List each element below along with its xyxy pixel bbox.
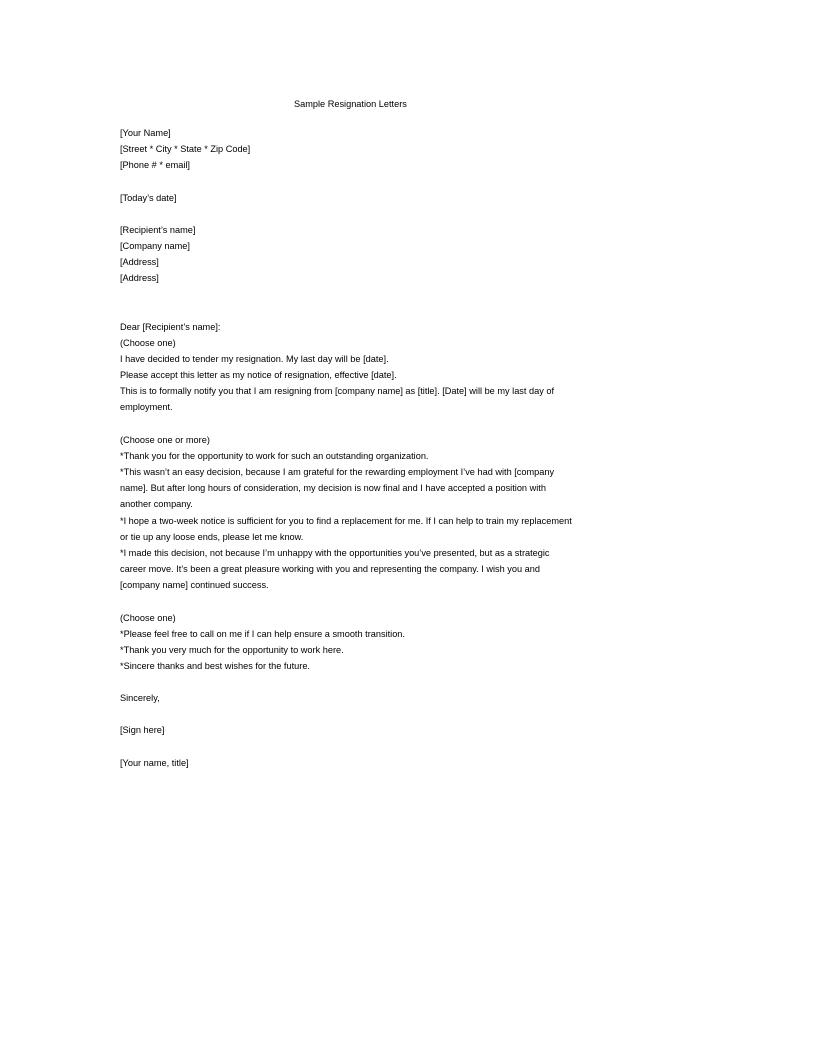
closing-choice-block [120,610,600,675]
middle-line: or tie up any loose ends, please let me know. [120,531,304,542]
choice-instruction: (Choose one) [120,337,176,348]
recipient-name: [Recipient’s name] [120,224,196,235]
recipient-address-line: [Address] [120,257,159,268]
salutation: Dear [Recipient’s name]: [120,321,221,332]
middle-block [120,432,600,594]
middle-line: *Thank you for the opportunity to work for such an outstanding organization. [120,450,429,461]
closing-line: *Please feel free to call on me if I can help ensure a smooth transition. [120,628,405,639]
signoff-block [120,690,600,706]
date-block [120,190,600,206]
sender-address: [Street * City * State * Zip Code] [120,144,251,155]
middle-line: name]. But after long hours of consideration, my decision is now final and I have accepted a position with [120,483,546,494]
choice-instruction: (Choose one) [120,612,176,623]
sender-name: [Your Name] [120,128,171,138]
sender-contact: [Phone # * email] [120,160,190,171]
recipient-block [120,222,600,287]
letter-date: [Today’s date] [120,192,177,203]
closing-line: *Sincere thanks and best wishes for the future. [120,661,310,672]
signer-block [120,755,600,771]
signature-placeholder: [Sign here] [120,725,165,736]
middle-line: *I made this decision, not because I’m unhappy with the opportunities you’ve presented, but as a strategic [120,547,550,558]
document-title: Sample Resignation Letters [294,99,407,109]
signoff: Sincerely, [120,693,160,704]
sender-block [120,125,600,174]
middle-line: *This wasn’t an easy decision, because I am grateful for the rewarding employment I’ve had with [company [120,467,555,477]
opening-line: employment. [120,402,173,413]
middle-line: career move. It’s been a great pleasure working with you and representing the company. I wish you and [120,564,540,575]
middle-line: [company name] continued success. [120,580,269,591]
signature-block [120,722,600,738]
letter-body [120,125,600,787]
signer-name-title: [Your name, title] [120,757,189,768]
opening-line: This is to formally notify you that I am resigning from [company name] as [title]. [Date] will be my last day of [120,386,555,397]
middle-line: *I hope a two-week notice is sufficient for you to find a replacement for me. If I can help to train my replacement [120,515,572,526]
opening-block [120,319,600,416]
closing-line: *Thank you very much for the opportunity to work here. [120,644,344,655]
recipient-company: [Company name] [120,240,190,251]
middle-line: another company. [120,499,193,510]
opening-line: Please accept this letter as my notice of resignation, effective [date]. [120,370,397,381]
opening-line: I have decided to tender my resignation. My last day will be [date]. [120,353,389,364]
recipient-address-line: [Address] [120,273,159,284]
choice-instruction: (Choose one or more) [120,434,210,445]
